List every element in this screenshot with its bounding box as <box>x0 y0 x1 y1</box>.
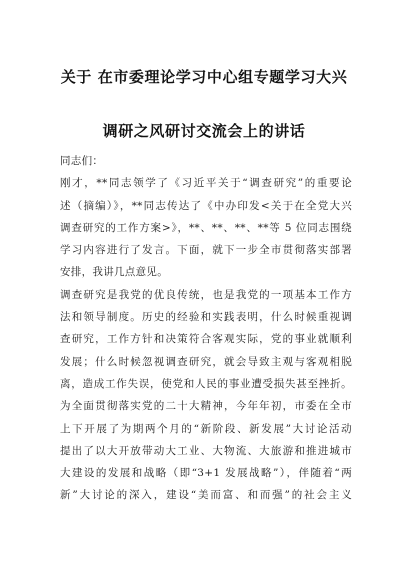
body-line: 调查研究的工作方案>》，**、**、**、**等 5 位同志围绕 <box>60 221 352 234</box>
body-line: 安排，我讲几点意见。 <box>60 266 168 279</box>
document-title-line-2: 调研之风研讨交流会上的讲话 <box>102 122 306 140</box>
body-line: 大建设的发展和战略（即“3+1 发展战略”），伴随着“两 <box>60 467 352 480</box>
body-line: 述（摘编）》，**同志传达了《中办印发<关于在全党大兴 <box>60 199 352 212</box>
body-line: 学习内容进行了发言。下面，就下一步全市贯彻落实部署 <box>60 244 352 257</box>
body-line: 发展；什么时候忽视调查研究，就会导致主观与客观相脱 <box>60 355 352 368</box>
document-title-line-1: 关于 在市委理论学习中心组专题学习大兴 <box>60 68 348 86</box>
body-line: 调查研究是我党的优良传统，也是我党的一项基本工作方 <box>60 288 352 301</box>
body-line: 查研究，工作方针和决策符合客观实际，党的事业就顺利 <box>60 333 352 346</box>
body-line: 上下开展了为期两个月的“新阶段、新发展”大讨论活动 <box>60 422 352 435</box>
body-line: 法和领导制度。历史的经验和实践表明，什么时候重视调 <box>60 311 352 324</box>
body-line: 新”大讨论的深入，建设“美而富、和而强”的社会主义 <box>60 489 352 502</box>
salutation: 同志们： <box>60 155 104 167</box>
body-line: 离，造成工作失误，使党和人民的事业遭受损失甚至挫折。 <box>60 377 352 390</box>
body-line: 为全面贯彻落实党的二十大精神，今年年初，市委在全市 <box>60 400 352 413</box>
body-line: 刚才，**同志领学了《习近平关于“调查研究”的重要论 <box>60 177 352 190</box>
body-line: 提出了以大开放带动大工业、大物流、大旅游和推进城市 <box>60 444 352 457</box>
document-body <box>60 150 352 507</box>
